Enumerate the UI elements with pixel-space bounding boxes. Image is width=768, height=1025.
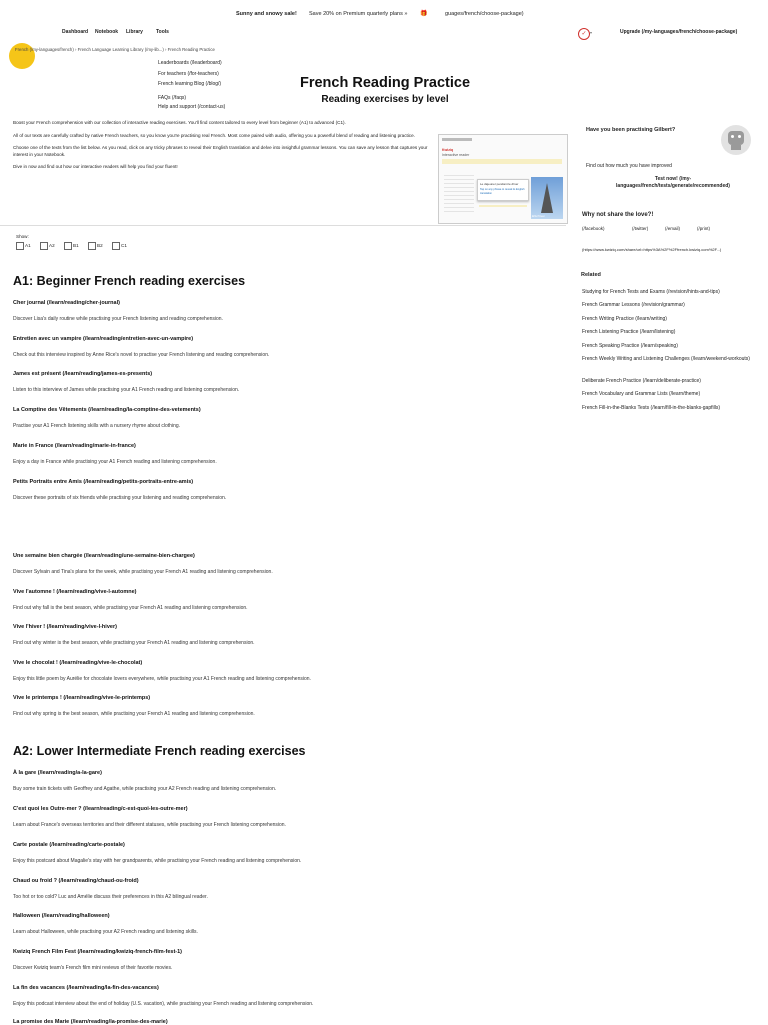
related-link[interactable]: Studying for French Tests and Exams (/revision/hints-and-tips)	[582, 289, 720, 295]
exercise-desc: Enjoy a day in France while practising your A1 French reading and listening comprehension.	[13, 459, 217, 465]
exercise-desc: Listen to this interview of James while practising your A1 French reading and listening comprehension.	[13, 387, 240, 393]
nav-dashboard[interactable]: Dashboard	[62, 29, 89, 35]
exercise-desc: Discover Sylvain and Tina's plans for the week, while practising your French A1 reading and listening comprehension.	[13, 569, 273, 575]
exercise-item	[13, 371, 573, 393]
exercise-desc: Buy some train tickets with Geoffrey and Agathe, while practising your A2 French reading and listening comprehension.	[13, 786, 277, 792]
exercise-item	[13, 695, 573, 717]
exercise-title[interactable]: La Comptine des Vêtements (/learn/reading/la-comptine-des-vetements)	[13, 407, 201, 413]
exercise-desc: Too hot or too cold? Luc and Amélie discuss their preferences in this A2 bilingual reader.	[13, 894, 208, 900]
tag-list	[13, 451, 573, 457]
tag-list	[13, 379, 573, 385]
exercise-desc: Learn about Halloween, while practising your A2 French reading and listening skills.	[13, 929, 198, 935]
related-link[interactable]: French Listening Practice (/learn/listening)	[582, 329, 676, 335]
share-url[interactable]: (https://www.kwiziq.com/share/url=https%3A%2F%2Ffrench.kwiziq.com%2F...)	[582, 247, 722, 252]
share-twitter[interactable]: (/twitter)	[632, 226, 649, 231]
filter-c1-label: C1	[121, 243, 127, 249]
filter-a1[interactable]	[16, 242, 31, 250]
exercise-title[interactable]: Kwiziq French Film Fest (/learn/reading/kwiziq-french-film-fest-1)	[13, 949, 182, 955]
exercise-title[interactable]: Petits Portraits entre Amis (/learn/reading/petits-portraits-entre-amis)	[13, 479, 194, 485]
menu-item-for-teachers[interactable]: For teachers (/for-teachers)	[158, 71, 219, 77]
exercise-desc: Enjoy this podcast interview about the end of holiday (U.S. vacation), while practising your French reading and listening comprehension.	[13, 1001, 314, 1007]
share-email[interactable]: (/email)	[665, 226, 681, 231]
exercise-item	[13, 589, 573, 611]
exercise-item	[13, 913, 573, 935]
tag-list	[13, 957, 573, 963]
exercise-item	[13, 300, 573, 322]
chevron-down-icon: ▾	[590, 30, 593, 35]
related-link[interactable]: Deliberate French Practice (/learn/deliberate-practice)	[582, 378, 701, 384]
share-facebook[interactable]: (/facebook)	[582, 226, 605, 231]
check-icon[interactable]: ✓	[578, 28, 590, 40]
checkbox-icon[interactable]	[40, 242, 48, 250]
exercise-title[interactable]: À la gare (/learn/reading/a-la-gare)	[13, 770, 102, 776]
related-link[interactable]: French Vocabulary and Grammar Lists (/learn/theme)	[582, 391, 701, 397]
tag-list	[13, 632, 573, 638]
related-link[interactable]: French Grammar Lessons (/revision/grammar)	[582, 302, 685, 308]
exercise-desc: Find out why spring is the best season, while practising your French A1 reading and listening comprehension.	[13, 711, 255, 717]
tag-list	[13, 778, 573, 784]
filter-label: Show:	[16, 234, 29, 239]
exercise-item	[13, 1019, 573, 1025]
main-nav	[62, 29, 222, 37]
exercise-desc: Practise your A1 French listening skills with a nursery rhyme about clothing.	[13, 423, 181, 429]
tag-list	[13, 850, 573, 856]
related-link[interactable]: French Fill-in-the-Blanks Tests (/learn/fill-in-the-blanks-gapfills)	[582, 405, 721, 411]
preview-topbar	[442, 138, 472, 141]
filter-b1[interactable]	[64, 242, 79, 250]
exercise-title[interactable]: James est présent (/learn/reading/james-es-presents)	[13, 371, 153, 377]
exercise-item	[13, 624, 573, 646]
menu-item-blog[interactable]: French learning Blog (/blog/)	[158, 81, 222, 87]
page-subtitle: Reading exercises by level	[321, 94, 449, 105]
tag-list	[13, 344, 573, 350]
intro	[13, 120, 428, 171]
promo-link[interactable]: guages/french/choose-package)	[445, 11, 524, 17]
exercise-desc: Discover Kwiziq team's French film mini reviews of their favorite movies.	[13, 965, 173, 971]
practising-question: Have you been practising Gilbert?	[586, 127, 676, 133]
exercise-title[interactable]: Une semaine bien chargée (/learn/reading/une-semaine-bien-chargee)	[13, 553, 195, 559]
preview-brand: Kwiziq	[442, 148, 454, 152]
filter-a2[interactable]	[40, 242, 55, 250]
exercise-title[interactable]: Vive le printemps ! (/learn/reading/vive-le-printemps)	[13, 695, 151, 701]
checkbox-icon[interactable]	[64, 242, 72, 250]
filter-a1-label: A1	[25, 243, 31, 249]
exercise-title[interactable]: Marie in France (/learn/reading/marie-in-france)	[13, 443, 136, 449]
robot-icon	[728, 131, 744, 145]
intro-paragraph: Choose one of the texts from the list below. As you read, click on any tricky phrases to reveal their English translation and delve into insightful grammar lessons. You can save any lesson that captures your interest in your Notebook.	[13, 145, 428, 157]
tag-list	[13, 668, 573, 674]
breadcrumb[interactable]: French (/my-languages/french) › French Language Learning Library (/my-lib...) › French Reading Practice	[15, 47, 215, 52]
nav-library[interactable]: Library	[126, 29, 143, 35]
exercise-item	[13, 770, 573, 792]
related-link[interactable]: French Speaking Practice (/learn/speaking)	[582, 343, 678, 349]
tag-list	[13, 886, 573, 892]
upgrade-link[interactable]: Upgrade (/my-languages/french/choose-package)	[620, 29, 738, 35]
checkbox-icon[interactable]	[112, 242, 120, 250]
filter-a2-label: A2	[49, 243, 55, 249]
intro-paragraph: Boost your French comprehension with our collection of interactive reading exercises. You'll find content tailored to every level from beginner (A1) to advanced (C1).	[13, 120, 346, 125]
exercise-title[interactable]: Entretien avec un vampire (/learn/reading/entretien-avec-un-vampire)	[13, 336, 194, 342]
exercise-item	[13, 407, 573, 429]
exercise-title[interactable]: Carte postale (/learn/reading/carte-postale)	[13, 842, 125, 848]
share-links	[582, 226, 762, 234]
nav-tools[interactable]: Tools	[156, 29, 169, 35]
exercise-title[interactable]: La promise des Marie (/learn/reading/la-promise-des-marie)	[13, 1019, 168, 1025]
tag-list	[13, 597, 573, 603]
tag-list	[13, 308, 573, 314]
filter-b1-label: B1	[73, 243, 79, 249]
exercise-desc: Discover these portraits of six friends while practising your listening and reading comprehension.	[13, 495, 227, 501]
exercise-desc: Enjoy this postcard about Magalie's stay with her grandparents, while practising your French reading and listening comprehension.	[13, 858, 302, 864]
preview-banner	[442, 159, 562, 164]
exercise-desc: Find out why winter is the best season, while practising your French A1 reading and listening comprehension.	[13, 640, 255, 646]
section-heading-a1: A1: Beginner French reading exercises	[13, 274, 246, 288]
avatar	[721, 125, 751, 155]
exercise-title[interactable]: Cher journal (/learn/reading/cher-journal)	[13, 300, 120, 306]
nav-notebook[interactable]: Notebook	[95, 29, 119, 35]
checkbox-icon[interactable]	[88, 242, 96, 250]
find-out-text: Find out how much you have improved	[586, 163, 672, 169]
tag-list	[13, 814, 573, 820]
preview-popup-text: Tap on any phrase to reveal its English translation	[480, 188, 525, 195]
tag-list	[13, 921, 573, 927]
tower-icon	[541, 183, 553, 213]
menu-item-faqs[interactable]: FAQs (/faqs)	[158, 95, 187, 101]
exercise-desc: Discover Lisa's daily routine while practising your French listening and reading comprehension.	[13, 316, 223, 322]
exercise-item	[13, 660, 573, 682]
page-title: French Reading Practice	[299, 75, 471, 91]
exercise-item	[13, 806, 573, 828]
tag-list	[13, 993, 573, 999]
divider	[0, 225, 566, 226]
exercise-item	[13, 878, 573, 900]
menu-item-help[interactable]: Help and support (/contact-us)	[158, 104, 226, 110]
exercise-title[interactable]: Vive l'hiver ! (/learn/reading/vive-l-hiver)	[13, 624, 117, 630]
exercise-title[interactable]: La fin des vacances (/learn/reading/la-fin-des-vacances)	[13, 985, 159, 991]
exercise-desc: Check out this interview inspired by Anne Rice's novel to practise your French listening and reading comprehension.	[13, 352, 270, 358]
related-link[interactable]: French Writing Practice (/learn/writing)	[582, 316, 667, 322]
exercise-item	[13, 985, 573, 1007]
preview-header: Interactive reader	[442, 153, 470, 157]
filter-c1[interactable]	[112, 242, 127, 250]
exercise-item	[13, 336, 573, 358]
checkbox-icon[interactable]	[16, 242, 24, 250]
preview-popup-title: Le déjeuner pendant le dîner	[480, 182, 519, 186]
exercise-title[interactable]: Vive le chocolat ! (/learn/reading/vive-le-chocolat)	[13, 660, 143, 666]
intro-paragraph: Dive in now and find out how our interactive readers will help you find your fluent!	[13, 164, 178, 169]
exercise-item	[13, 949, 573, 971]
reader-preview	[438, 134, 568, 224]
related-link[interactable]: French Weekly Writing and Listening Challenges (/learn/weekend-workouts)	[582, 356, 750, 362]
share-print[interactable]: (/print)	[697, 226, 711, 231]
preview-popup	[477, 179, 529, 201]
promo-headline: Sunny and snowy sale!	[236, 11, 297, 17]
related-heading: Related	[581, 272, 601, 278]
promo-bar	[0, 0, 768, 28]
filter-b2-label: B2	[97, 243, 103, 249]
exercise-item	[13, 553, 573, 575]
test-now-link[interactable]: Test now! (/my-languages/french/tests/generate/recommended)	[616, 176, 730, 189]
gift-icon: 🎁	[420, 11, 428, 17]
share-heading: Why not share the love?!	[582, 212, 654, 218]
tag-list	[13, 487, 573, 493]
exercise-item	[13, 479, 573, 501]
preview-highlight	[479, 205, 527, 207]
section-heading-a2: A2: Lower Intermediate French reading exercises	[13, 744, 306, 758]
preview-photo-caption: Eiffel Tower	[532, 215, 545, 218]
exercise-item	[13, 443, 573, 465]
promo-text[interactable]: Save 20% on Premium quarterly plans »	[309, 11, 408, 17]
exercise-title[interactable]: C'est quoi les Outre-mer ? (/learn/reading/c-est-quoi-les-outre-mer)	[13, 806, 188, 812]
tag-list	[13, 415, 573, 421]
menu-item-leaderboards[interactable]: Leaderboards (/leaderboard)	[158, 60, 222, 66]
exercise-title[interactable]: Chaud ou froid ? (/learn/reading/chaud-ou-froid)	[13, 878, 139, 884]
preview-photo	[531, 177, 563, 219]
filter-b2[interactable]	[88, 242, 103, 250]
tag-list	[13, 561, 573, 567]
preview-text-lines	[444, 175, 474, 215]
exercise-desc: Enjoy this little poem by Aurélie for chocolate lovers everywhere, while practising your A1 French reading and listening comprehension.	[13, 676, 311, 682]
exercise-desc: Find out why fall is the best season, while practising your French A1 reading and listening comprehension.	[13, 605, 248, 611]
exercise-title[interactable]: Halloween (/learn/reading/halloween)	[13, 913, 110, 919]
exercise-title[interactable]: Vive l'automne ! (/learn/reading/vive-l-automne)	[13, 589, 137, 595]
level-filter	[16, 242, 156, 250]
tag-list	[13, 703, 573, 709]
exercise-desc: Learn about France's overseas territories and their different statuses, while practising your French listening comprehension.	[13, 822, 286, 828]
exercise-item	[13, 842, 573, 864]
intro-paragraph: All of our texts are carefully crafted by native French teachers, so you know you're practising real French. Most come paired with audio, offering you a powerful blend of reading and listening practice.	[13, 132, 415, 138]
